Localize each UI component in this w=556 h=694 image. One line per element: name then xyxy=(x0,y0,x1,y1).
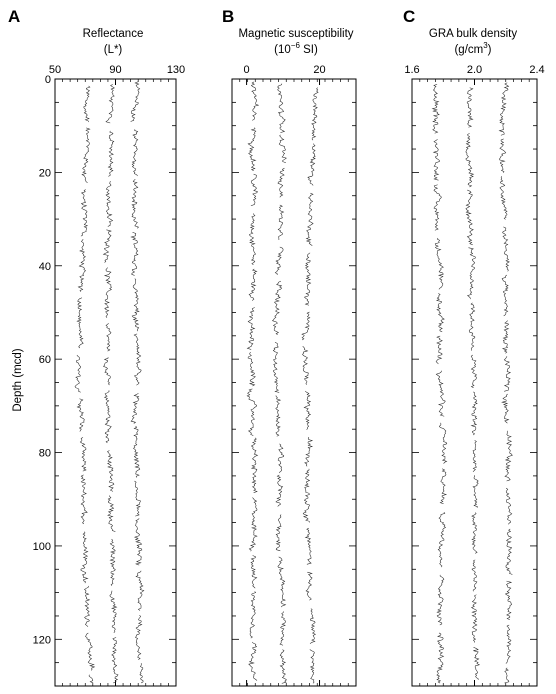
trace-segment xyxy=(434,185,441,231)
trace-segment xyxy=(278,168,285,197)
panel-reflectance xyxy=(8,7,185,686)
magsus-units-base: (10 xyxy=(274,44,291,56)
trace-segment xyxy=(472,392,478,435)
panel-magnetic-susceptibility xyxy=(222,7,356,686)
trace-segment xyxy=(108,496,116,532)
trace-segment xyxy=(108,451,114,492)
trace-segment xyxy=(437,293,444,332)
trace-segment xyxy=(85,586,90,627)
trace-segment xyxy=(105,268,112,318)
trace-segment xyxy=(280,611,286,645)
magsus-units xyxy=(274,41,318,56)
trace-segment xyxy=(310,650,315,684)
trace-segment xyxy=(136,571,144,611)
trace-segment xyxy=(75,355,81,392)
trace-segment xyxy=(503,227,510,271)
gra-units-exponent: 3 xyxy=(483,41,488,50)
trace-segment xyxy=(472,595,477,643)
depth-tick-label: 80 xyxy=(38,447,51,460)
trace-segment xyxy=(81,475,87,524)
trace-segment xyxy=(140,663,143,683)
trace-segment xyxy=(132,129,138,176)
gra-y-ticks xyxy=(412,79,537,686)
trace-segment xyxy=(278,205,283,240)
x-tick-label: 2.0 xyxy=(466,64,483,76)
trace-segment xyxy=(471,355,476,388)
x-tick-label: 20 xyxy=(313,64,326,76)
trace-segment xyxy=(86,633,95,670)
trace-segment xyxy=(500,176,507,219)
trace-segment xyxy=(105,390,112,443)
trace-segment xyxy=(468,248,476,299)
trace-segment xyxy=(469,303,475,351)
trace-segment xyxy=(278,444,284,473)
depth-axis-label: Depth (mcd) xyxy=(12,348,24,412)
trace-segment xyxy=(434,139,440,180)
trace-segment xyxy=(473,440,477,472)
gra-units-tail: ) xyxy=(487,44,492,56)
trace-segment xyxy=(106,181,113,227)
trace-segment xyxy=(251,174,258,206)
trace-segment xyxy=(251,556,257,589)
magsus-title: Magnetic susceptibility xyxy=(238,28,354,40)
trace-segment xyxy=(312,88,318,141)
trace-segment xyxy=(248,352,255,386)
panel-letter-c: C xyxy=(403,7,416,26)
x-tick-label: 90 xyxy=(109,64,122,76)
trace-segment xyxy=(466,133,474,187)
trace-segment xyxy=(110,591,117,633)
gra-traces xyxy=(433,83,513,683)
trace-segment xyxy=(436,371,445,417)
trace-segment xyxy=(506,529,513,575)
trace-segment xyxy=(104,230,112,263)
trace-segment xyxy=(77,298,83,348)
trace-segment xyxy=(276,515,281,551)
trace-segment xyxy=(436,336,442,364)
trace-segment xyxy=(82,128,90,183)
trace-segment xyxy=(472,560,477,592)
trace-segment xyxy=(438,512,445,567)
depth-tick-labels xyxy=(33,74,51,646)
trace-segment xyxy=(275,247,283,275)
trace-segment xyxy=(280,650,286,684)
panel-letter-b: B xyxy=(222,7,235,26)
trace-segment xyxy=(473,475,478,508)
x-tick-label: 1.6 xyxy=(404,64,420,76)
trace-segment xyxy=(81,190,87,237)
trace-segment xyxy=(276,475,283,507)
reflectance-traces xyxy=(75,82,144,683)
x-tick-label: 50 xyxy=(48,64,62,76)
trace-segment xyxy=(440,469,446,504)
trace-segment xyxy=(251,438,257,493)
trace-segment xyxy=(304,391,310,430)
trace-segment xyxy=(247,389,257,436)
gra-plot-frame xyxy=(412,79,537,686)
trace-segment xyxy=(249,269,257,301)
x-tick-label: 0 xyxy=(243,64,250,76)
magsus-units-exponent: −6 xyxy=(290,41,300,50)
trace-segment xyxy=(112,638,118,684)
magsus-plot-frame xyxy=(232,79,356,686)
trace-segment xyxy=(503,321,509,354)
panel-gra-bulk-density xyxy=(403,7,545,686)
trace-segment xyxy=(249,642,257,681)
reflectance-x-axis xyxy=(49,64,185,686)
reflectance-units: (L*) xyxy=(103,44,123,56)
magsus-x-axis xyxy=(240,64,349,686)
trace-segment xyxy=(466,190,473,245)
depth-tick-label: 60 xyxy=(38,354,51,367)
gra-units-base: (g/cm xyxy=(454,44,484,56)
trace-segment xyxy=(500,83,509,136)
trace-segment xyxy=(77,399,84,432)
trace-segment xyxy=(104,357,111,385)
trace-segment xyxy=(307,193,314,246)
trace-segment xyxy=(273,342,279,392)
depth-tick-label: 40 xyxy=(38,260,51,273)
trace-segment xyxy=(439,423,447,464)
depth-tick-label: 100 xyxy=(32,540,51,553)
trace-segment xyxy=(136,615,142,659)
trace-segment xyxy=(303,469,309,523)
gra-title: GRA bulk density xyxy=(428,28,518,40)
trace-segment xyxy=(78,239,85,292)
reflectance-plot-frame xyxy=(55,79,176,686)
trace-segment xyxy=(132,179,139,228)
trace-segment xyxy=(250,213,256,264)
trace-segment xyxy=(506,581,512,620)
trace-segment xyxy=(89,675,93,683)
gra-x-axis xyxy=(404,64,544,686)
reflectance-title: Reflectance xyxy=(82,28,144,40)
gra-units xyxy=(454,41,491,56)
trace-segment xyxy=(506,488,512,524)
trace-segment xyxy=(504,356,510,391)
trace-segment xyxy=(110,539,115,586)
trace-segment xyxy=(248,128,256,171)
trace-segment xyxy=(108,131,113,177)
trace-segment xyxy=(134,426,140,477)
trace-segment xyxy=(251,82,258,121)
trace-segment xyxy=(134,334,141,385)
magsus-y-ticks xyxy=(232,79,356,686)
trace-segment xyxy=(500,139,506,173)
trace-segment xyxy=(306,572,312,600)
trace-segment xyxy=(131,393,139,423)
trace-segment xyxy=(106,323,111,351)
trace-segment xyxy=(506,625,511,664)
trace-segment xyxy=(303,346,309,385)
reflectance-y-ticks xyxy=(55,79,176,686)
trace-segment xyxy=(132,279,139,332)
trace-segment xyxy=(273,281,282,335)
depth-tick-label: 20 xyxy=(38,167,51,180)
trace-segment xyxy=(131,82,140,122)
trace-segment xyxy=(473,647,479,680)
trace-segment xyxy=(505,431,512,481)
trace-segment xyxy=(306,528,312,564)
trace-segment xyxy=(437,575,444,625)
trace-segment xyxy=(279,135,286,163)
trace-segment xyxy=(80,437,86,471)
trace-segment xyxy=(302,312,310,340)
trace-segment xyxy=(106,84,114,123)
trace-segment xyxy=(305,437,312,466)
trace-segment xyxy=(467,88,473,128)
trace-segment xyxy=(505,668,509,683)
magsus-units-tail: SI) xyxy=(299,44,318,56)
trace-segment xyxy=(433,84,440,133)
trace-segment xyxy=(276,395,281,436)
trace-segment xyxy=(134,481,140,516)
trace-segment xyxy=(81,532,88,583)
trace-segment xyxy=(310,609,315,644)
trace-segment xyxy=(131,232,138,275)
trace-segment xyxy=(472,513,477,554)
trace-segment xyxy=(305,253,311,305)
trace-segment xyxy=(437,633,444,683)
trace-segment xyxy=(135,518,142,565)
panel-letter-a: A xyxy=(8,7,21,26)
depth-tick-label: 120 xyxy=(32,634,51,647)
trace-segment xyxy=(502,394,508,423)
trace-segment xyxy=(308,144,315,186)
magsus-traces xyxy=(247,82,318,684)
depth-tick-label: 0 xyxy=(44,74,51,86)
x-tick-label: 130 xyxy=(166,64,186,76)
trace-segment xyxy=(435,238,443,289)
trace-segment xyxy=(247,308,254,350)
trace-segment xyxy=(502,275,508,316)
trace-segment xyxy=(250,591,256,638)
trace-segment xyxy=(278,557,286,607)
trace-segment xyxy=(278,84,286,133)
trace-segment xyxy=(84,86,90,122)
trace-segment xyxy=(249,498,257,552)
x-tick-label: 2.4 xyxy=(529,64,545,76)
